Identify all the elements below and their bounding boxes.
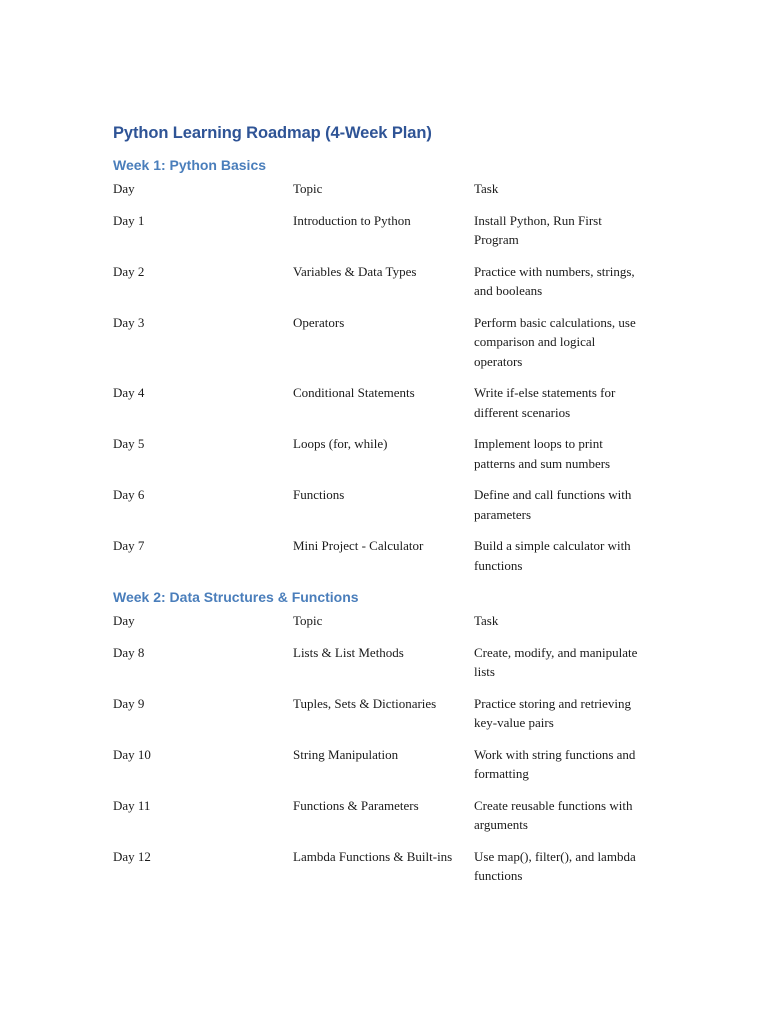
- topic-cell: Functions: [293, 487, 345, 502]
- day-cell: Day 9: [113, 695, 145, 711]
- topic-cell: Mini Project - Calculator: [293, 538, 424, 553]
- day-cell: Day 8: [113, 644, 145, 660]
- table-row: [113, 383, 653, 422]
- day-cell: Day 3: [113, 314, 145, 330]
- table-row: [113, 694, 653, 733]
- table-body: [113, 211, 653, 576]
- topic-cell: Tuples, Sets & Dictionaries: [293, 695, 437, 711]
- column-header-task: Task: [474, 613, 499, 628]
- table-row: [113, 434, 653, 473]
- table-header-row: [113, 179, 653, 199]
- column-header-task: Task: [474, 181, 499, 196]
- task-cell: Build a simple calculator with functions: [474, 538, 631, 573]
- topic-cell: Variables & Data Types: [293, 263, 417, 279]
- topic-cell: Conditional Statements: [293, 385, 415, 400]
- task-cell: Install Python, Run First Program: [474, 212, 602, 247]
- topic-cell: Operators: [293, 314, 345, 330]
- task-cell: Work with string functions and formatting: [474, 746, 636, 781]
- document-page: [113, 124, 653, 900]
- topic-cell: String Manipulation: [293, 746, 399, 762]
- table-row: [113, 643, 653, 682]
- task-cell: Perform basic calculations, use comparison and logical operators: [474, 314, 636, 369]
- day-cell: Day 2: [113, 263, 145, 279]
- table-row: [113, 485, 653, 524]
- topic-cell: Loops (for, while): [293, 436, 388, 451]
- task-cell: Practice storing and retrieving key-value pairs: [474, 695, 632, 730]
- table-row: [113, 313, 653, 372]
- day-cell: Day 5: [113, 436, 145, 451]
- day-cell: Day 7: [113, 538, 145, 553]
- column-header-day: Day: [113, 613, 135, 628]
- topic-cell: Lists & List Methods: [293, 644, 404, 660]
- table-row: [113, 536, 653, 575]
- topic-cell: Lambda Functions & Built-ins: [293, 848, 453, 864]
- table-header-row: [113, 611, 653, 631]
- task-cell: Create reusable functions with arguments: [474, 797, 633, 832]
- task-cell: Define and call functions with parameters: [474, 487, 632, 522]
- week-section: [113, 589, 653, 886]
- column-header-topic: Topic: [293, 613, 323, 628]
- table-row: [113, 211, 653, 250]
- task-cell: Practice with numbers, strings, and booleans: [474, 263, 635, 298]
- week-section: [113, 157, 653, 575]
- table-body: [113, 643, 653, 886]
- topic-cell: Functions & Parameters: [293, 797, 419, 813]
- day-cell: Day 6: [113, 487, 145, 502]
- table-row: [113, 745, 653, 784]
- day-cell: Day 11: [113, 797, 151, 813]
- task-cell: Write if-else statements for different scenarios: [474, 385, 616, 420]
- table-row: [113, 262, 653, 301]
- topic-cell: Introduction to Python: [293, 212, 411, 228]
- day-cell: Day 1: [113, 212, 145, 228]
- table-row: [113, 847, 653, 886]
- task-cell: Use map(), filter(), and lambda functions: [474, 848, 636, 883]
- column-header-day: Day: [113, 181, 135, 196]
- week-heading: Week 2: Data Structures & Functions: [113, 589, 359, 605]
- table-row: [113, 796, 653, 835]
- task-cell: Create, modify, and manipulate lists: [474, 644, 638, 679]
- week-heading: Week 1: Python Basics: [113, 157, 267, 173]
- task-cell: Implement loops to print patterns and sum numbers: [474, 436, 611, 471]
- day-cell: Day 4: [113, 385, 145, 400]
- day-cell: Day 12: [113, 848, 151, 864]
- column-header-topic: Topic: [293, 181, 323, 196]
- day-cell: Day 10: [113, 746, 151, 762]
- document-title: Python Learning Roadmap (4-Week Plan): [113, 124, 432, 142]
